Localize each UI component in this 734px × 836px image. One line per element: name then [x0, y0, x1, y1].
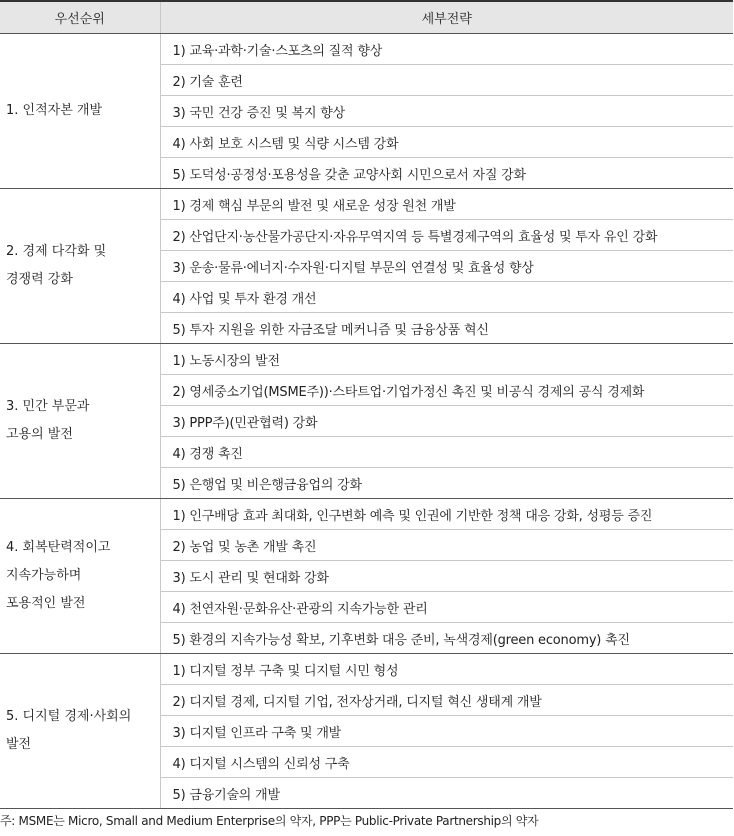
- priority-label-line: 포용적인 발전: [6, 596, 86, 611]
- strategy-item: 3) 디지털 인프라 구축 및 개발: [160, 716, 733, 747]
- priority-cell: [0, 344, 160, 499]
- table-row: [0, 344, 733, 375]
- priority-label-line: 3. 민간 부문과: [6, 399, 90, 414]
- strategy-item: 2) 영세중소기업(MSME주))·스타트업·기업가정신 촉진 및 비공식 경제의 공식 경제화: [160, 375, 733, 406]
- strategy-item: 3) 운송·물류·에너지·수자원·디지털 부문의 연결성 및 효율성 향상: [160, 251, 733, 282]
- priority-label-line: 5. 디지털 경제·사회의: [6, 709, 132, 724]
- table-body: [0, 34, 733, 809]
- priority-header: 우선순위: [0, 1, 160, 34]
- priority-label-line: 발전: [6, 737, 32, 752]
- strategy-item: 2) 산업단지·농산물가공단지·자유무역지역 등 특별경제구역의 효율성 및 투자 유인 강화: [160, 220, 733, 251]
- table-row: [0, 34, 733, 65]
- strategy-item: 3) 국민 건강 증진 및 복지 향상: [160, 96, 733, 127]
- priority-cell: [0, 654, 160, 809]
- strategy-item: 2) 기술 훈련: [160, 65, 733, 96]
- strategy-item: 1) 노동시장의 발전: [160, 344, 733, 375]
- priority-label-line: 경쟁력 강화: [6, 272, 73, 287]
- table-row: [0, 189, 733, 220]
- strategy-item: 1) 디지털 정부 구축 및 디지털 시민 형성: [160, 654, 733, 685]
- priority-label-line: 2. 경제 다각화 및: [6, 244, 107, 259]
- strategy-item: 4) 사업 및 투자 환경 개선: [160, 282, 733, 313]
- priority-cell: [0, 189, 160, 344]
- strategy-item: 1) 교육·과학·기술·스포츠의 질적 향상: [160, 34, 733, 65]
- strategy-item: 2) 디지털 경제, 디지털 기업, 전자상거래, 디지털 혁신 생태계 개발: [160, 685, 733, 716]
- priority-label-line: 1. 인적자본 개발: [6, 103, 103, 118]
- priority-label-line: 4. 회복탄력적이고: [6, 540, 111, 555]
- strategy-item: 5) 환경의 지속가능성 확보, 기후변화 대응 준비, 녹색경제(green economy) 촉진: [160, 623, 733, 654]
- strategy-item: 5) 금융기술의 개발: [160, 778, 733, 809]
- strategy-item: 4) 사회 보호 시스템 및 식량 시스템 강화: [160, 127, 733, 158]
- strategy-item: 4) 천연자원·문화유산·관광의 지속가능한 관리: [160, 592, 733, 623]
- priority-cell: [0, 499, 160, 654]
- strategy-item: 4) 디지털 시스템의 신뢰성 구축: [160, 747, 733, 778]
- priority-label-line: 고용의 발전: [6, 427, 73, 442]
- footnote: 주: MSME는 Micro, Small and Medium Enterprise의 약자, PPP는 Public-Private Partnership의 약자: [0, 814, 539, 828]
- strategy-item: 5) 은행업 및 비은행금융업의 강화: [160, 468, 733, 499]
- priority-label-line: 지속가능하며: [6, 568, 82, 583]
- strategy-item: 2) 농업 및 농촌 개발 촉진: [160, 530, 733, 561]
- strategy-header: 세부전략: [160, 1, 733, 34]
- strategy-item: 3) PPP주)(민관협력) 강화: [160, 406, 733, 437]
- strategy-item: 3) 도시 관리 및 현대화 강화: [160, 561, 733, 592]
- table-row: [0, 654, 733, 685]
- strategy-item: 1) 경제 핵심 부문의 발전 및 새로운 성장 원천 개발: [160, 189, 733, 220]
- strategy-item: 1) 인구배당 효과 최대화, 인구변화 예측 및 인권에 기반한 정책 대응 강화, 성평등 증진: [160, 499, 733, 530]
- strategy-item: 4) 경쟁 촉진: [160, 437, 733, 468]
- table-row: [0, 499, 733, 530]
- header-row: [0, 1, 733, 34]
- strategy-item: 5) 도덕성·공정성·포용성을 갖춘 교양사회 시민으로서 자질 강화: [160, 158, 733, 189]
- priority-cell: [0, 34, 160, 189]
- strategy-item: 5) 투자 지원을 위한 자금조달 메커니즘 및 금융상품 혁신: [160, 313, 733, 344]
